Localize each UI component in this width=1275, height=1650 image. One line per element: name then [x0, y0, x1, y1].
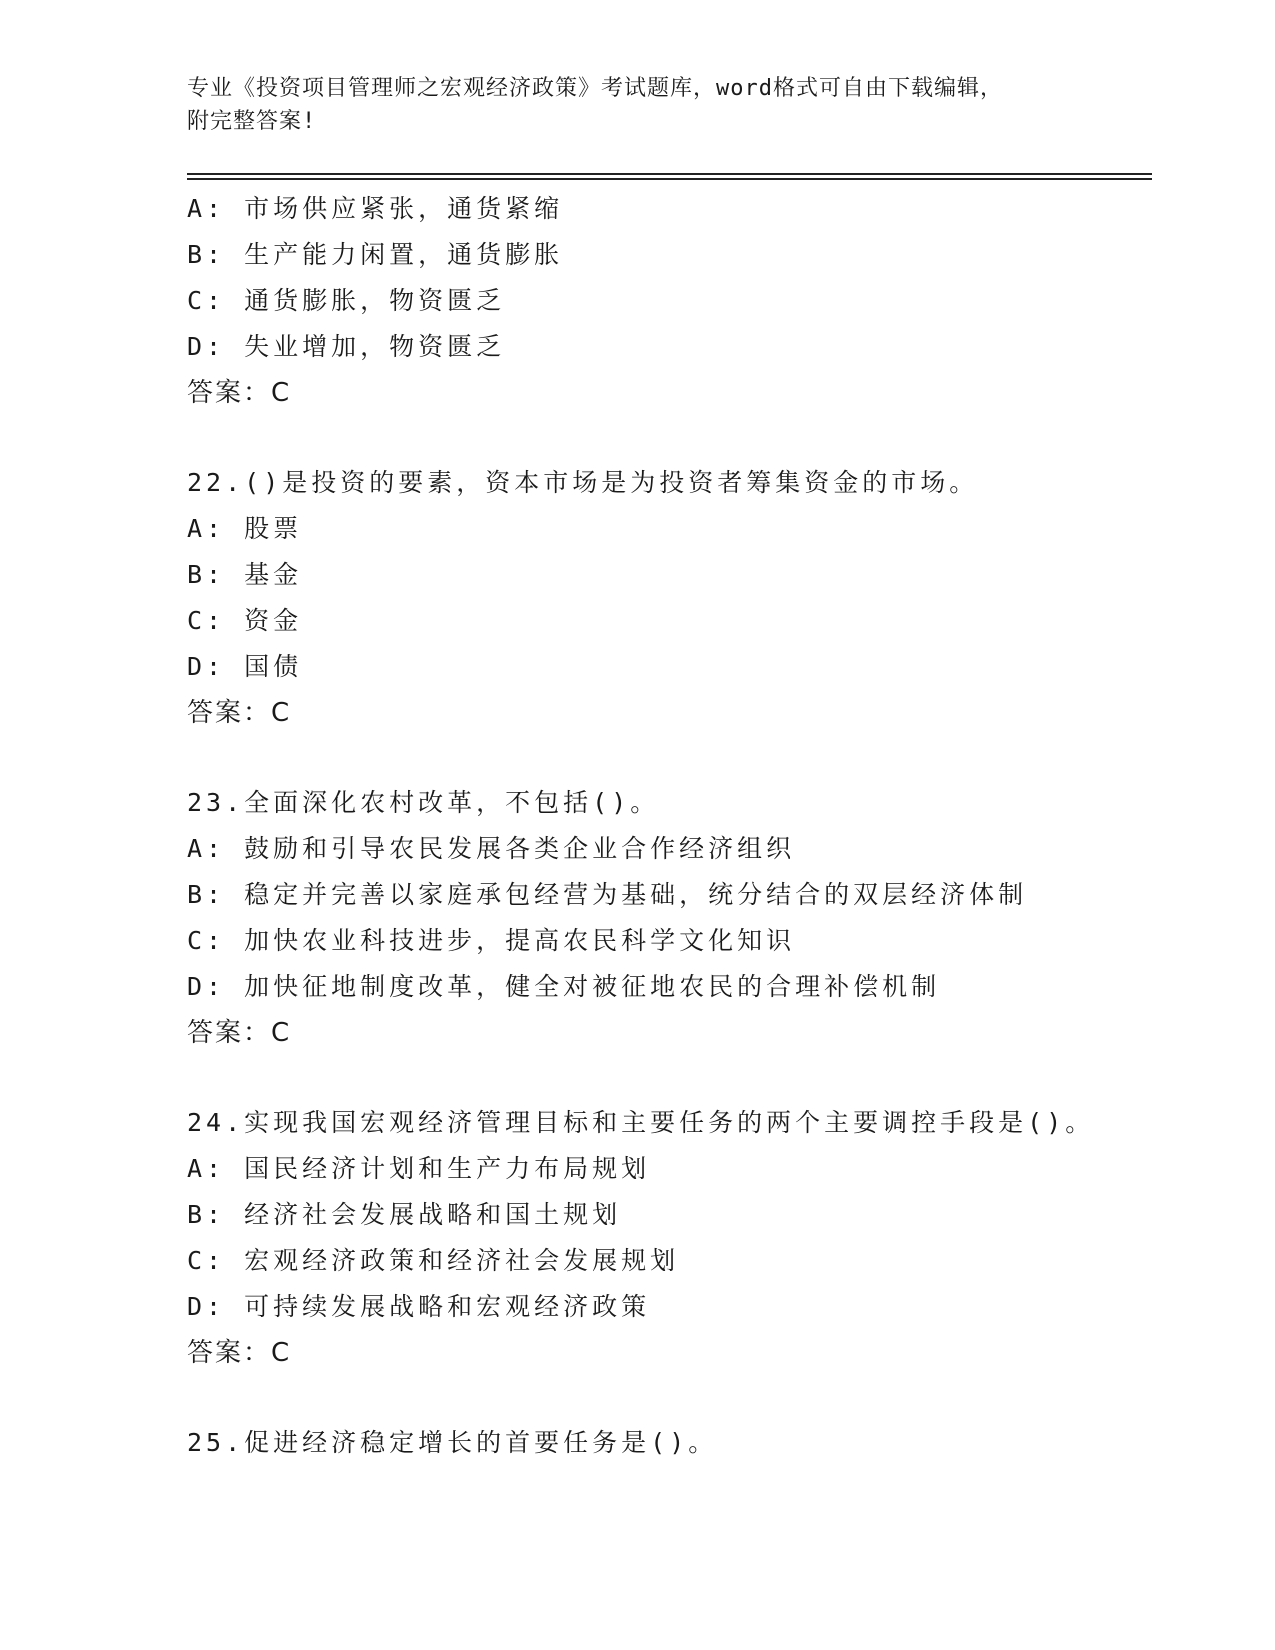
answer-text: 答案：C — [187, 698, 292, 728]
option-a: A: 股票 — [187, 514, 303, 543]
option-b: B: 生产能力闲置，通货膨胀 — [187, 240, 564, 269]
question-block-23 — [187, 780, 1147, 1056]
question-block-25 — [187, 1420, 1147, 1466]
header-line-2: 附完整答案! — [187, 109, 317, 134]
option-a: A: 鼓励和引导农民发展各类企业合作经济组织 — [187, 834, 796, 863]
header-rule-top — [187, 173, 1152, 175]
option-b: B: 稳定并完善以家庭承包经营为基础，统分结合的双层经济体制 — [187, 880, 1028, 909]
question-text: 23.全面深化农村改革，不包括()。 — [187, 788, 660, 817]
option-d: D: 加快征地制度改革，健全对被征地农民的合理补偿机制 — [187, 972, 941, 1001]
question-block-21 — [187, 186, 1147, 416]
header-rule-bottom — [187, 178, 1152, 180]
option-c: C: 通货膨胀，物资匮乏 — [187, 286, 506, 315]
option-c: C: 宏观经济政策和经济社会发展规划 — [187, 1246, 680, 1275]
question-text: 24.实现我国宏观经济管理目标和主要任务的两个主要调控手段是()。 — [187, 1108, 1095, 1137]
option-d: D: 可持续发展战略和宏观经济政策 — [187, 1292, 651, 1321]
option-d: D: 国债 — [187, 652, 303, 681]
option-c: C: 加快农业科技进步，提高农民科学文化知识 — [187, 926, 796, 955]
option-a: A: 市场供应紧张，通货紧缩 — [187, 194, 564, 223]
option-c: C: 资金 — [187, 606, 303, 635]
header-line-1: 专业《投资项目管理师之宏观经济政策》考试题库，word格式可自由下载编辑， — [187, 76, 1003, 101]
answer-text: 答案：C — [187, 1018, 292, 1048]
question-block-24 — [187, 1100, 1147, 1376]
answer-text: 答案：C — [187, 1338, 292, 1368]
option-b: B: 基金 — [187, 560, 303, 589]
option-b: B: 经济社会发展战略和国土规划 — [187, 1200, 622, 1229]
question-list — [187, 186, 1147, 1466]
answer-text: 答案：C — [187, 378, 292, 408]
question-text: 22.()是投资的要素，资本市场是为投资者筹集资金的市场。 — [187, 468, 979, 497]
option-a: A: 国民经济计划和生产力布局规划 — [187, 1154, 651, 1183]
question-block-22 — [187, 460, 1147, 736]
question-text: 25.促进经济稳定增长的首要任务是()。 — [187, 1428, 718, 1457]
option-d: D: 失业增加，物资匮乏 — [187, 332, 506, 361]
document-header — [187, 72, 1087, 138]
